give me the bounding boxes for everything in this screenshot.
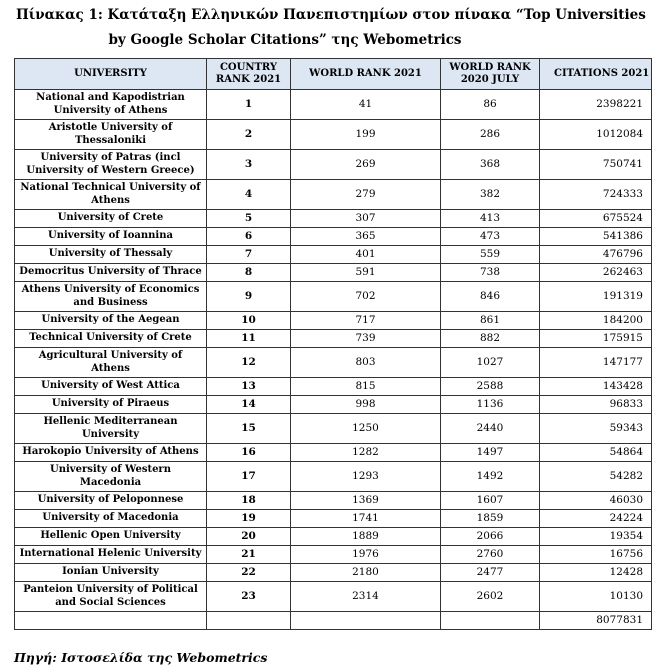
world-rank-2021-cell: 401 [291, 246, 441, 264]
world-rank-2021-cell: 365 [291, 228, 441, 246]
university-cell: University of Macedonia [15, 510, 207, 528]
country-rank-cell: 5 [207, 210, 291, 228]
country-rank-cell: 15 [207, 414, 291, 444]
university-cell: University of Ioannina [15, 228, 207, 246]
world-rank-2020-cell: 2477 [441, 564, 540, 582]
table-caption-line-1: Πίνακας 1: Κατάταξη Ελληνικών Πανεπιστημίων στον πίνακα “Top Universities [16, 7, 646, 23]
world-rank-2021-cell: 41 [291, 90, 441, 120]
country-rank-cell: 19 [207, 510, 291, 528]
table-header-row [15, 59, 652, 90]
world-rank-2021-cell: 279 [291, 180, 441, 210]
citations-cell: 12428 [540, 564, 652, 582]
world-rank-2020-cell: 1136 [441, 396, 540, 414]
university-cell: International Helenic University [15, 546, 207, 564]
world-rank-2020-cell: 368 [441, 150, 540, 180]
country-rank-cell: 12 [207, 348, 291, 378]
world-rank-2020-cell: 86 [441, 90, 540, 120]
table-row [15, 180, 652, 210]
table-row [15, 582, 652, 612]
table-row [15, 312, 652, 330]
citations-cell: 184200 [540, 312, 652, 330]
citations-cell: 54282 [540, 462, 652, 492]
table-row [15, 330, 652, 348]
table-row [15, 546, 652, 564]
university-cell: University of West Attica [15, 378, 207, 396]
world-rank-2020-cell: 2066 [441, 528, 540, 546]
world-rank-2021-cell: 815 [291, 378, 441, 396]
world-rank-2020-cell: 861 [441, 312, 540, 330]
university-cell: University of Western Macedonia [15, 462, 207, 492]
world-rank-2021-cell: 1282 [291, 444, 441, 462]
world-rank-2021-cell: 1369 [291, 492, 441, 510]
table-row [15, 228, 652, 246]
country-rank-cell: 14 [207, 396, 291, 414]
world-rank-2021-cell: 739 [291, 330, 441, 348]
total-row [15, 612, 652, 630]
world-rank-2020-cell: 1607 [441, 492, 540, 510]
table-row [15, 414, 652, 444]
table-row [15, 264, 652, 282]
total-citations-cell: 8077831 [540, 612, 652, 630]
table-row [15, 282, 652, 312]
university-cell: University of Crete [15, 210, 207, 228]
table-row [15, 396, 652, 414]
citations-cell: 541386 [540, 228, 652, 246]
world-rank-2020-cell: 286 [441, 120, 540, 150]
country-rank-cell: 21 [207, 546, 291, 564]
citations-cell: 175915 [540, 330, 652, 348]
citations-cell: 96833 [540, 396, 652, 414]
country-rank-cell: 9 [207, 282, 291, 312]
world-rank-2020-cell: 2760 [441, 546, 540, 564]
world-rank-2021-cell: 307 [291, 210, 441, 228]
citations-cell: 147177 [540, 348, 652, 378]
table-row [15, 492, 652, 510]
country-rank-cell: 8 [207, 264, 291, 282]
table-caption-line-2: by Google Scholar Citations” της Webometrics [108, 32, 462, 48]
citations-cell: 10130 [540, 582, 652, 612]
world-rank-2020-cell: 413 [441, 210, 540, 228]
citations-cell: 19354 [540, 528, 652, 546]
citations-cell: 143428 [540, 378, 652, 396]
table-row [15, 462, 652, 492]
world-rank-2021-cell: 269 [291, 150, 441, 180]
country-rank-cell: 23 [207, 582, 291, 612]
country-rank-cell: 3 [207, 150, 291, 180]
table-row [15, 348, 652, 378]
university-cell: University of Thessaly [15, 246, 207, 264]
world-rank-2021-cell: 2180 [291, 564, 441, 582]
country-rank-cell: 18 [207, 492, 291, 510]
country-rank-cell: 20 [207, 528, 291, 546]
university-cell: National and Kapodistrian University of Athens [15, 90, 207, 120]
university-cell: National Technical University of Athens [15, 180, 207, 210]
world-rank-2020-cell: 2602 [441, 582, 540, 612]
country-rank-cell: 16 [207, 444, 291, 462]
empty-cell [207, 612, 291, 630]
header-country-rank: COUNTRY RANK 2021 [207, 59, 291, 90]
world-rank-2021-cell: 591 [291, 264, 441, 282]
citations-cell: 24224 [540, 510, 652, 528]
world-rank-2021-cell: 1976 [291, 546, 441, 564]
world-rank-2020-cell: 2440 [441, 414, 540, 444]
table-row [15, 528, 652, 546]
world-rank-2021-cell: 717 [291, 312, 441, 330]
table-row [15, 246, 652, 264]
table-row [15, 210, 652, 228]
university-cell: Panteion University of Political and Social Sciences [15, 582, 207, 612]
citations-cell: 262463 [540, 264, 652, 282]
world-rank-2020-cell: 1859 [441, 510, 540, 528]
country-rank-cell: 7 [207, 246, 291, 264]
world-rank-2021-cell: 1293 [291, 462, 441, 492]
university-cell: Aristotle University of Thessaloniki [15, 120, 207, 150]
citations-cell: 675524 [540, 210, 652, 228]
university-cell: Democritus University of Thrace [15, 264, 207, 282]
world-rank-2020-cell: 1027 [441, 348, 540, 378]
world-rank-2020-cell: 1492 [441, 462, 540, 492]
university-cell: Agricultural University of Athens [15, 348, 207, 378]
table-row [15, 444, 652, 462]
header-university: UNIVERSITY [15, 59, 207, 90]
university-cell: University of Peloponnese [15, 492, 207, 510]
table-row [15, 564, 652, 582]
header-citations: CITATIONS 2021 [540, 59, 652, 90]
empty-cell [15, 612, 207, 630]
citations-cell: 724333 [540, 180, 652, 210]
country-rank-cell: 6 [207, 228, 291, 246]
university-cell: Hellenic Open University [15, 528, 207, 546]
world-rank-2021-cell: 2314 [291, 582, 441, 612]
world-rank-2020-cell: 473 [441, 228, 540, 246]
citations-cell: 750741 [540, 150, 652, 180]
university-cell: Athens University of Economics and Business [15, 282, 207, 312]
empty-cell [291, 612, 441, 630]
university-cell: Harokopio University of Athens [15, 444, 207, 462]
country-rank-cell: 13 [207, 378, 291, 396]
table-row [15, 510, 652, 528]
citations-cell: 2398221 [540, 90, 652, 120]
table-row [15, 378, 652, 396]
world-rank-2021-cell: 1250 [291, 414, 441, 444]
table-row [15, 90, 652, 120]
world-rank-2020-cell: 382 [441, 180, 540, 210]
university-cell: University of Patras (incl University of Western Greece) [15, 150, 207, 180]
university-cell: Ionian University [15, 564, 207, 582]
university-cell: Hellenic Mediterranean University [15, 414, 207, 444]
country-rank-cell: 17 [207, 462, 291, 492]
world-rank-2020-cell: 846 [441, 282, 540, 312]
country-rank-cell: 22 [207, 564, 291, 582]
world-rank-2021-cell: 702 [291, 282, 441, 312]
world-rank-2021-cell: 1741 [291, 510, 441, 528]
citations-cell: 59343 [540, 414, 652, 444]
world-rank-2021-cell: 199 [291, 120, 441, 150]
source-note: Πηγή: Ιστοσελίδα της Webometrics [14, 650, 268, 665]
header-world-rank-2020: WORLD RANK 2020 JULY [441, 59, 540, 90]
table-body [15, 90, 652, 630]
citations-cell: 191319 [540, 282, 652, 312]
header-world-rank-2021: WORLD RANK 2021 [291, 59, 441, 90]
world-rank-2021-cell: 1889 [291, 528, 441, 546]
world-rank-2020-cell: 882 [441, 330, 540, 348]
table-row [15, 150, 652, 180]
university-cell: Technical University of Crete [15, 330, 207, 348]
university-cell: University of Piraeus [15, 396, 207, 414]
citations-cell: 46030 [540, 492, 652, 510]
country-rank-cell: 1 [207, 90, 291, 120]
world-rank-2021-cell: 803 [291, 348, 441, 378]
table-row [15, 120, 652, 150]
citations-cell: 16756 [540, 546, 652, 564]
country-rank-cell: 2 [207, 120, 291, 150]
university-ranking-table [14, 58, 652, 630]
country-rank-cell: 4 [207, 180, 291, 210]
world-rank-2020-cell: 738 [441, 264, 540, 282]
citations-cell: 1012084 [540, 120, 652, 150]
world-rank-2020-cell: 559 [441, 246, 540, 264]
country-rank-cell: 10 [207, 312, 291, 330]
world-rank-2021-cell: 998 [291, 396, 441, 414]
citations-cell: 54864 [540, 444, 652, 462]
empty-cell [441, 612, 540, 630]
world-rank-2020-cell: 1497 [441, 444, 540, 462]
country-rank-cell: 11 [207, 330, 291, 348]
citations-cell: 476796 [540, 246, 652, 264]
world-rank-2020-cell: 2588 [441, 378, 540, 396]
university-cell: University of the Aegean [15, 312, 207, 330]
